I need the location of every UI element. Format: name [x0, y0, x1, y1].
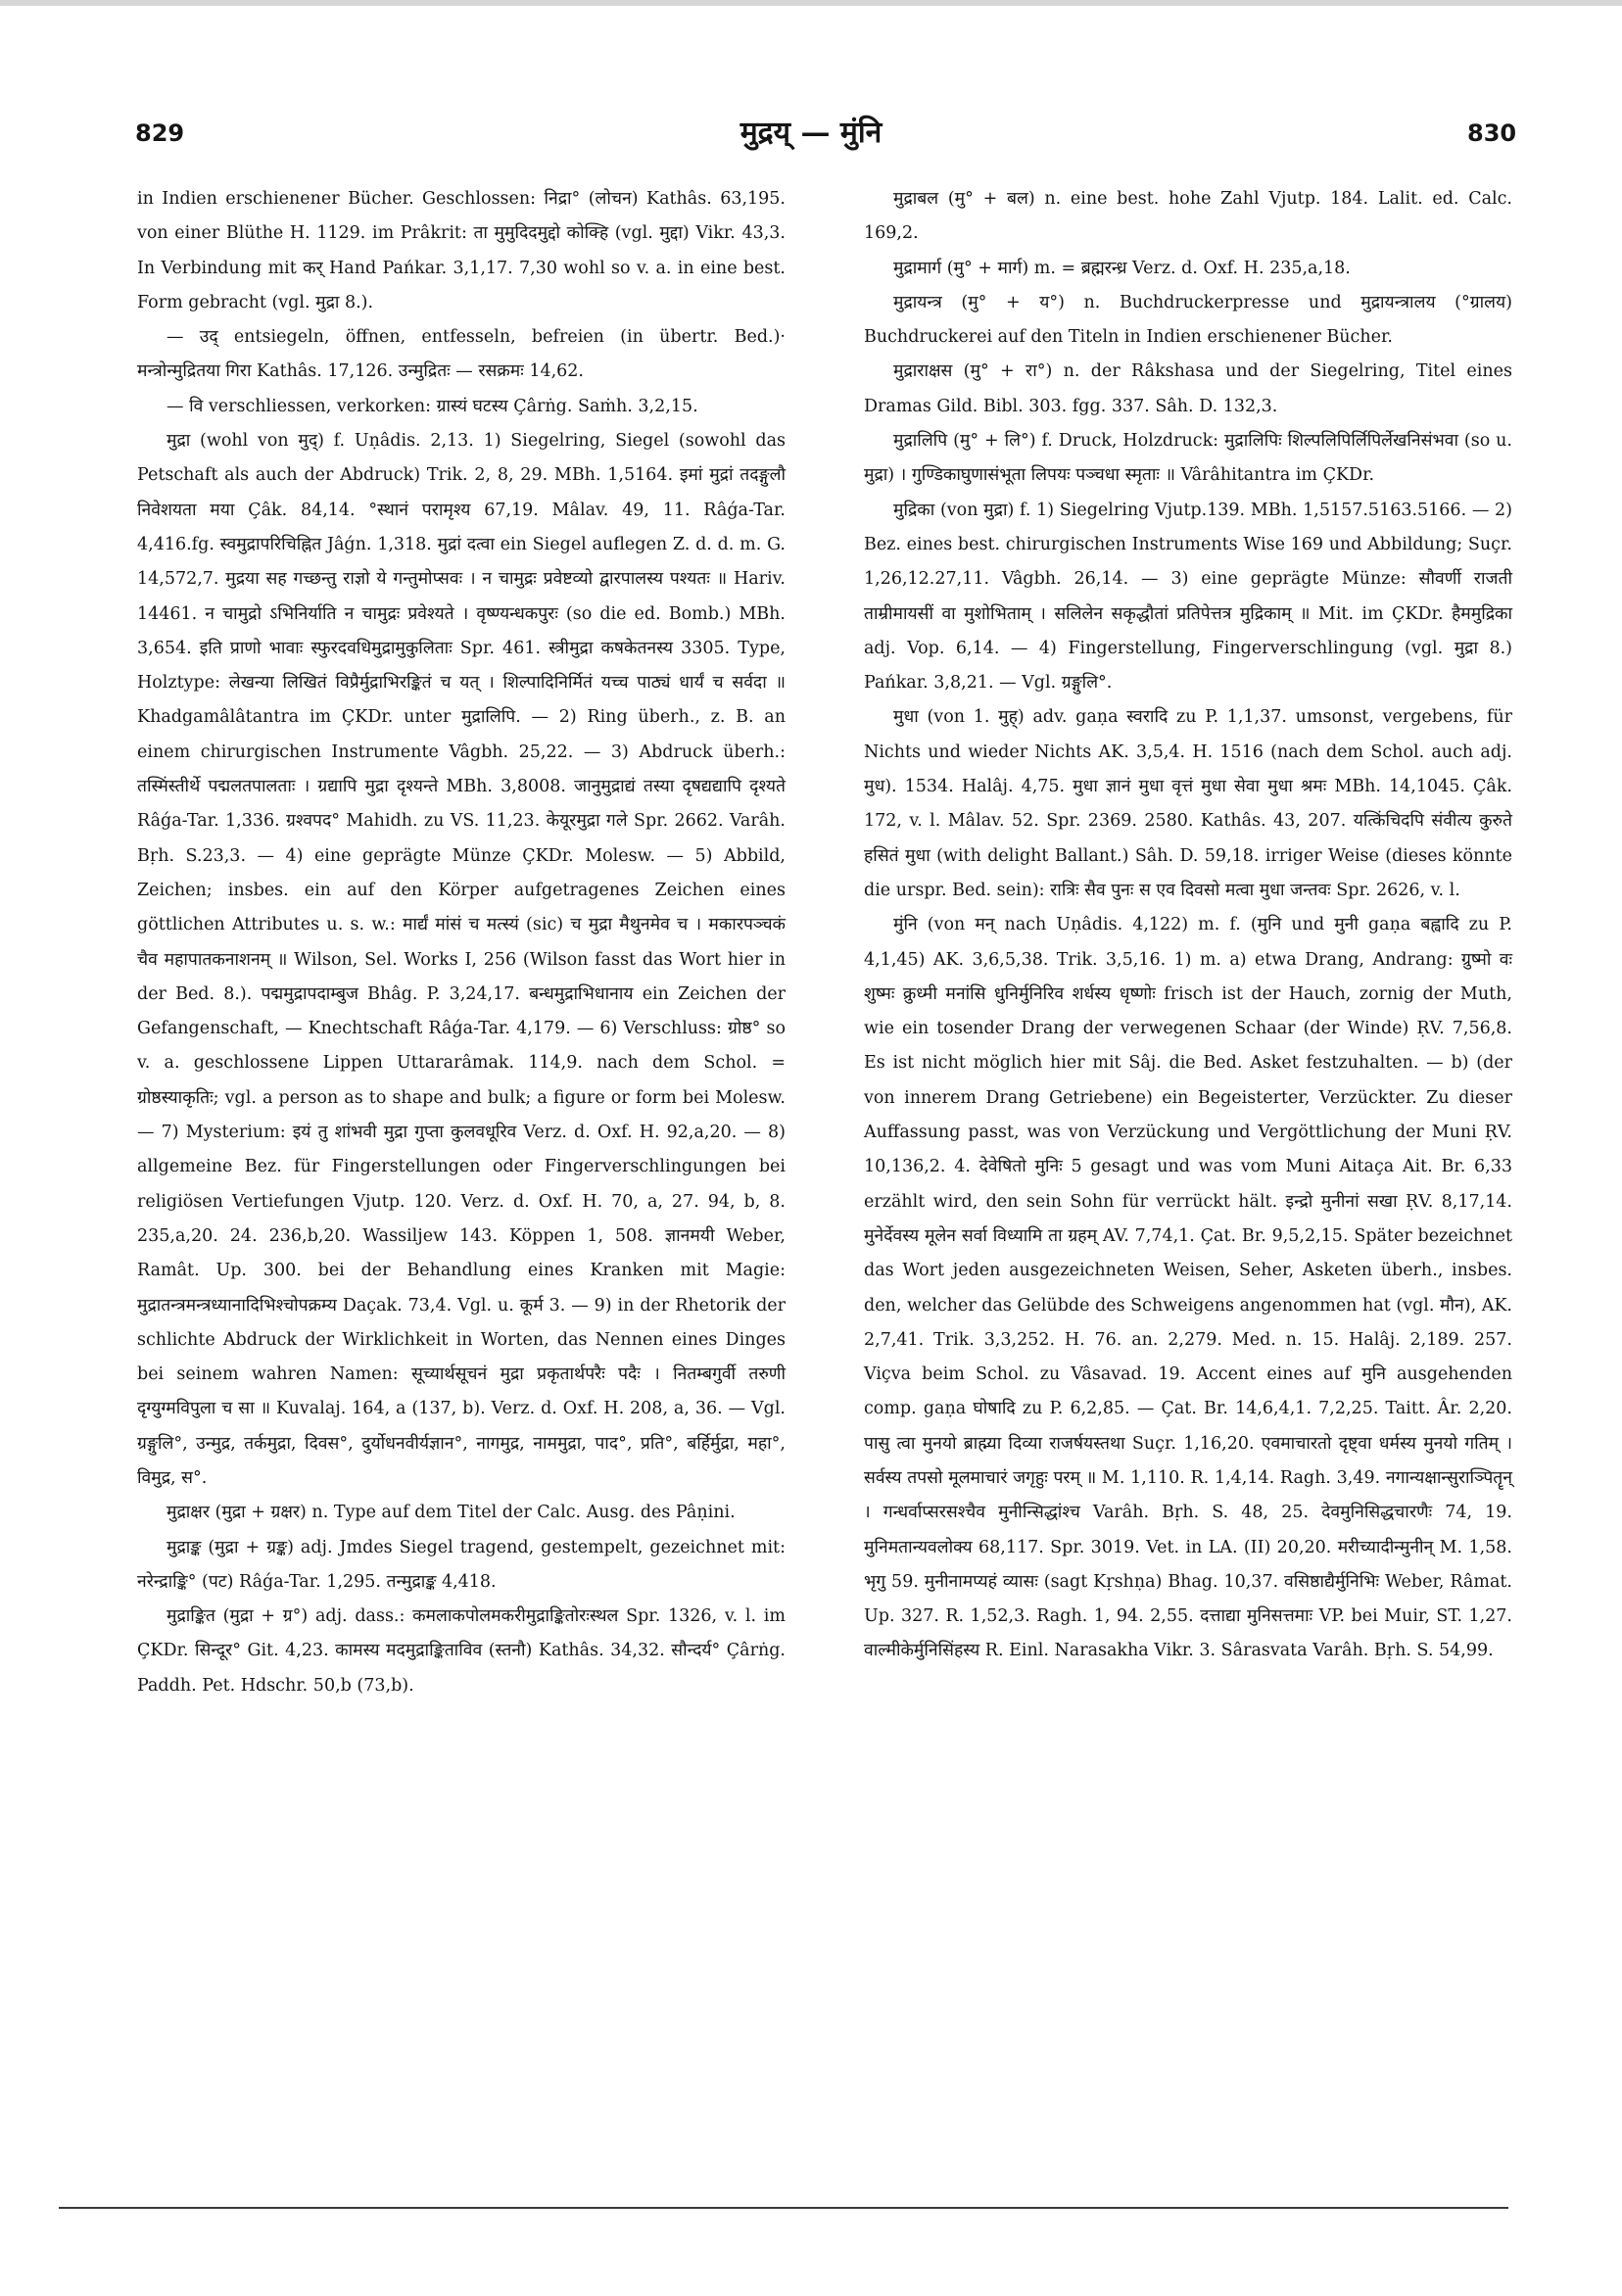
entry-mudha: मुधा (von 1. मुह्) adv. gaṇa स्वरादि zu P. 1,1,37. umsonst, vergebens, für Nichts und wieder Nichts AK. 3,5,4. H. 1516 (nach dem Schol. auch adj. मुध). 1534. Halâj. 4,75. मुधा ज्ञानं मुधा वृत्तं मुधा सेवा मुधा श्रमः MBh. 14,1045. Çâk. 172, v. l. Mâlav. 52. Spr. 2369. 2580. Kathâs. 43, 207. यत्किंचिदपि संवीत्य कुरुते हसितं मुधा (with delight Ballant.) Sâh. D. 59,18. irriger Weise (dieses könnte die urspr. Bed. sein): रात्रिः सैव पुनः स एव दिवसो मत्वा मुधा जन्तवः Spr. 2626, v. l.: [864, 707, 1512, 900]
left-column: [137, 182, 786, 1703]
entry-mudrabala: मुद्राबल (मु° + बल) n. eine best. hohe Zahl Vjutp. 184. Lalit. ed. Calc. 169,2.: [864, 189, 1512, 244]
page-number-right: 830: [1467, 120, 1517, 147]
right-column: [864, 182, 1512, 1669]
entry-muni: मुंनि (von मन् nach Uṇâdis. 4,122) m. f. (मुनि und मुनी gaṇa बह्वादि zu P. 4,1,45) AK. 3,6,5,38. Trik. 3,5,16. 1) m. a) etwa Drang, Andrang: ग्रुष्मो वः शुष्मः क्रुध्मी मनांसि धुनिर्मुनिरिव शर्धस्य धृष्णोः frisch ist der Hauch, zornig der Muth, wie ein tosender Drang der verwegenen Schaar (der Winde) ṚV. 7,56,8. Es ist nicht möglich hier mit Sâj. die Bed. Asket festzuhalten. — b) (der von innerem Drang Getriebene) ein Begeisterter, Verzückter. Zu dieser Auffassung passt, was von Verzückung und Vergöttlichung der Muni ṚV. 10,136,2. 4. देवेषितो मुनिः 5 gesagt und was vom Muni Aitaça Ait. Br. 6,33 erzählt wird, den sein Sohn für verrückt hält. इन्द्रो मुनीनां सखा ṚV. 8,17,14. मुनेर्देवस्य मूलेन सर्वा विध्यामि ता ग्रहम् AV. 7,74,1. Çat. Br. 9,5,2,15. Später bezeichnet das Wort jeden ausgezeichneten Weisen, Seher, Asketen überh., insbes. den, welcher das Gelübde des Schweigens angenommen hat (vgl. मौन), AK. 2,7,41. Trik. 3,3,252. H. 76. an. 2,279. Med. n. 15. Halâj. 2,189. 257. Viçva beim Schol. zu Vâsavad. 19. Accent eines auf मुनि ausgehenden comp. gaṇa घोषादि zu P. 6,2,85. — Çat. Br. 14,6,4,1. 7,2,25. Taitt. Âr. 2,20. पासु त्वा मुनयो ब्राह्म्या दिव्या राजर्षयस्तथा Suçr. 1,16,20. एवमाचारतो दृष्ट्वा धर्मस्य मुनयो गतिम् । सर्वस्य तपसो मूलमाचारं जगृहुः परम् ॥ M. 1,110. R. 1,4,14. Ragh. 3,49. नगान्यक्षान्सुराञ्पितॄन् । गन्धर्वाप्सरसश्चैव मुनीन्सिद्धांश्च Varâh. Bṛh. S. 48, 25. देवमुनिसिद्धचारणैः 74, 19. मुनिमतान्यवलोक्य 68,117. Spr. 3019. Vet. in LA. (II) 20,20. मरीच्यादीन्मुनीन् M. 1,58. भृगु 59. मुनीनामप्यहं व्यासः (sagt Kṛshṇa) Bhag. 10,37. वसिष्ठाद्यैर्मुनिभिः Weber, Râmat. Up. 327. R. 1,52,3. Ragh. 1, 94. 2,55. दत्ताद्या मुनिसत्तमाः VP. bei Muir, ST. 1,27. वाल्मीकेर्मुनिसिंहस्य R. Einl. Narasakha Vikr. 3. Sârasvata Varâh. Bṛh. S. 54,99.: [864, 915, 1512, 1661]
running-head: मुद्रय् — मुंनि: [739, 116, 883, 150]
entry-mudranka: मुद्राङ्क (मुद्रा + ग्रङ्क) adj. Jmdes Siegel tragend, gestempelt, gezeichnet mit: नरेन्द्राङ्कि° (पट) Râǵa-Tar. 1,295. तन्मुद्राङ्क 4,418.: [137, 1537, 786, 1592]
entry-continuation: in Indien erschienener Bücher. Geschlossen: निद्रा° (लोचन) Kathâs. 63,195. von einer Blüthe H. 1129. im Prâkrit: ता मुमुदिदमुद्दो कोक्हि (vgl. मुद्दा) Vikr. 43,3. In Verbindung mit कर् Hand Pańkar. 3,1,17. 7,30 wohl so v. a. in eine best. Form gebracht (vgl. मुद्रा 8.).: [137, 189, 786, 312]
entry-mudralipi: मुद्रालिपि (मु° + लि°) f. Druck, Holzdruck: मुद्रालिपिः शिल्पलिपिर्लिपिर्लेखनिसंभवा (so u. मुद्रा) । गुण्डिकाघुणासंभूता लिपयः पञ्चधा स्मृताः ॥ Vârâhitantra im ÇKDr.: [864, 431, 1512, 486]
subentry-vi: — वि verschliessen, verkorken: ग्रास्यं घटस्य Çârṅg. Saṁh. 3,2,15.: [167, 396, 698, 416]
entry-mudrarakshasa: मुद्राराक्षस (मु° + रा°) n. der Râkshasa und der Siegelring, Titel eines Dramas Gild. Bibl. 303. fgg. 337. Sâh. D. 132,3.: [864, 361, 1512, 416]
page-number-left: 829: [135, 120, 185, 147]
entry-mudramarga: मुद्रामार्ग (मु° + मार्ग) m. = ब्रह्मरन्ध्र Verz. d. Oxf. H. 235,a,18.: [893, 258, 1351, 278]
entry-mudrakshara: मुद्राक्षर (मुद्रा + ग्रक्षर) n. Type auf dem Titel der Calc. Ausg. des Pâṇini.: [167, 1503, 736, 1523]
entry-mudra: मुद्रा (wohl von मुद्) f. Uṇâdis. 2,13. 1) Siegelring, Siegel (sowohl das Petschaft als auch der Abdruck) Trik. 2, 8, 29. MBh. 1,5164. इमां मुद्रां तदङ्गुलौ निवेशयता मया Çâk. 84,14. °स्थानं परामृश्य 67,19. Mâlav. 49, 11. Râǵa-Tar. 4,416.fg. स्वमुद्रापरिचिह्नित Jâǵn. 1,318. मुद्रां दत्वा ein Siegel auflegen Z. d. d. m. G. 14,572,7. मुद्रया सह गच्छन्तु राज्ञो ये गन्तुमोप्सवः । न चामुद्रः प्रवेष्टव्यो द्वारपालस्य पश्यतः ॥ Hariv. 14461. न चामुद्रो ऽभिनिर्याति न चामुद्रः प्रवेश्यते । वृष्ण्यन्धकपुरः (so die ed. Bomb.) MBh. 3,654. इति प्राणो भावाः स्फुरदवधिमुद्रामुकुलिताः Spr. 461. स्त्रीमुद्रा कषकेतनस्य 3305. Type, Holztype: लेखन्या लिखितं विप्रैर्मुद्राभिरङ्कितं च यत् । शिल्पादिनिर्मितं यच्च पाठ्यं धार्यं च सर्वदा ॥ Khadgamâlâtantra im ÇKDr. unter मुद्रालिपि. — 2) Ring überh., z. B. an einem chirurgischen Instrumente Vâgbh. 25,22. — 3) Abdruck überh.: तस्मिंस्तीर्थे पद्मलतपालताः । ग्रद्यापि मुद्रा दृश्यन्ते MBh. 3,8008. जानुमुद्राद्यं तस्या दृषद्यद्यापि दृश्यते Râǵa-Tar. 1,336. ग्रश्वपद° Mahidh. zu VS. 11,23. केयूरमुद्रा गले Spr. 2662. Varâh. Bṛh. S.23,3. — 4) eine geprägte Münze ÇKDr. Molesw. — 5) Abbild, Zeichen; insbes. ein auf den Körper aufgetragenes Zeichen eines göttlichen Attributes u. s. w.: मार्द्यं मांसं च मत्स्यं (sic) च मुद्रा मैथुनमेव च । मकारपञ्चकं चैव महापातकनाशनम् ॥ Wilson, Sel. Works I, 256 (Wilson fasst das Wort hier in der Bed. 8.). पद्ममुद्रापदाम्बुज Bhâg. P. 3,24,17. बन्धमुद्राभिधानाय ein Zeichen der Gefangenschaft, — Knechtschaft Râǵa-Tar. 4,179. — 6) Verschluss: ग्रोष्ठ° so v. a. geschlossene Lippen Uttararâmak. 114,9. nach dem Schol. = ग्रोष्ठस्याकृतिः; vgl. a person as to shape and bulk; a figure or form bei Molesw. — 7) Mysterium: इयं तु शांभवी मुद्रा गुप्ता कुलवधूरिव Verz. d. Oxf. H. 92,a,20. — 8) allgemeine Bez. für Fingerstellungen oder Fingerverschlingungen bei religiösen Vertiefungen Vjutp. 120. Verz. d. Oxf. H. 70, a, 27. 94, b, 8. 235,a,20. 24. 236,b,20. Wassiljew 143. Köppen 1, 508. ज्ञानमयी Weber, Ramât. Up. 300. bei der Behandlung eines Kranken mit Magie: मुद्रातन्त्रमन्त्रध्यानादिभिश्चोपक्रम्य Daçak. 73,4. Vgl. u. कूर्म 3. — 9) in der Rhetorik der schlichte Abdruck der Wirklichkeit in Worten, das Nennen eines Dinges bei seinem wahren Namen: सूच्यार्थसूचनं मुद्रा प्रकृतार्थपरैः पदैः । नितम्बगुर्वी तरुणी दृग्युग्मविपुला च सा ॥ Kuvalaj. 164, a (137, b). Verz. d. Oxf. H. 208, a, 36. — Vgl. ग्रङ्गुलि°, उन्मुद्र, तर्कमुद्रा, दिवस°, दुर्योधनवीर्यज्ञान°, नागमुद्र, नाममुद्रा, पाद°, प्रति°, बर्हिर्मुद्रा, महा°, विमुद्र, स°.: [137, 431, 786, 1488]
subentry-ud: — उद् entsiegeln, öffnen, entfesseln, befreien (in übertr. Bed.)· मन्त्रोन्मुद्रितया गिरा Kathâs. 17,126. उन्मुद्रितः — रसक्रमः 14,62.: [137, 327, 786, 382]
scan-top-edge: [0, 0, 1622, 6]
entry-mudrankita: मुद्राङ्कित (मुद्रा + ग्र°) adj. dass.: कमलाकपोलमकरीमुद्राङ्कितोरःस्थल Spr. 1326, v. l. im ÇKDr. सिन्दूर° Git. 4,23. कामस्य मदमुद्राङ्किताविव (स्तनौ) Kathâs. 34,32. सौन्दर्य° Çârṅg. Paddh. Pet. Hdschr. 50,b (73,b).: [137, 1606, 786, 1696]
entry-mudrika: मुद्रिका (von मुद्रा) f. 1) Siegelring Vjutp.139. MBh. 1,5157.5163.5166. — 2) Bez. eines best. chirurgischen Instruments Wise 169 und Abbildung; Suçr. 1,26,12.27,11. Vâgbh. 26,14. — 3) eine geprägte Münze: सौवर्णी राजती ताम्रीमायसीं वा मुशोभिताम् । सलिलेन सकृद्धौतां प्रतिपेत्तत्र मुद्रिकाम् ॥ Mit. im ÇKDr. हैममुद्रिका adj. Vop. 6,14. — 4) Fingerstellung, Fingerverschlingung (vgl. मुद्रा 8.) Pańkar. 3,8,21. — Vgl. ग्रङ्गुलि°.: [864, 500, 1512, 694]
bottom-rule: [59, 2207, 1508, 2209]
entry-mudrayantra: मुद्रायन्त्र (मु° + य°) n. Buchdruckerpresse und मुद्रायन्त्रालय (°ग्रालय) Buchdruckerei auf den Titeln in Indien erschienener Bücher.: [864, 292, 1512, 348]
